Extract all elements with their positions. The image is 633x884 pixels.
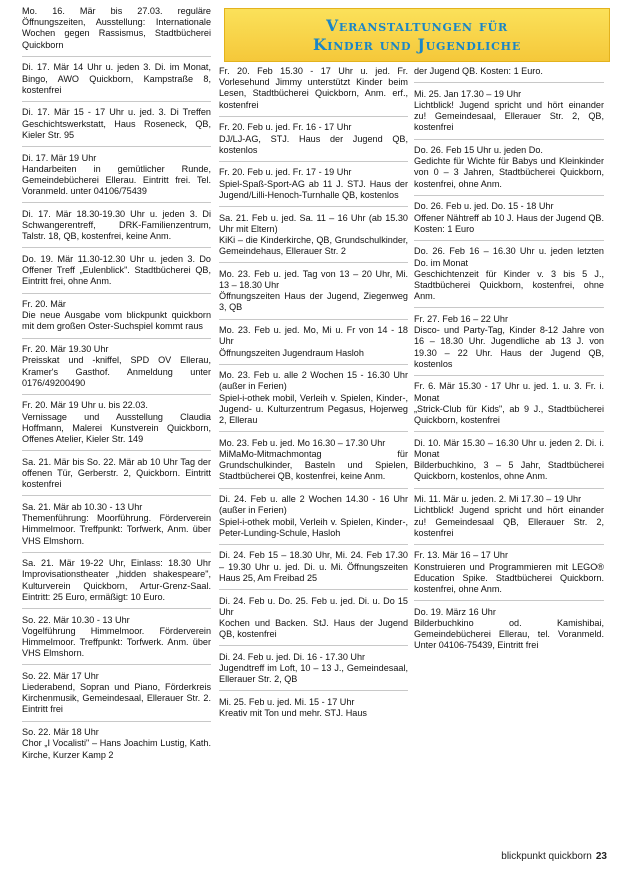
event-heading: Di. 17. Mär 19 Uhr <box>22 152 97 163</box>
event-heading: Fr. 6. Mär 15.30 - 17 Uhr u. jed. 1. u. 3. Fr. i. Monat <box>414 381 604 403</box>
event-entry <box>219 122 408 162</box>
section-title-line1: Veranstaltungen für <box>326 16 508 35</box>
event-details: Öffnungszeiten Jugendraum Hasloh <box>219 347 364 358</box>
event-entry <box>22 299 211 339</box>
event-entry <box>22 457 211 497</box>
event-heading: Do. 26. Feb u. jed. Do. 15 - 18 Uhr <box>414 201 554 212</box>
event-heading: Mi. 25. Feb u. jed. Mi. 15 - 17 Uhr <box>219 696 355 707</box>
event-details: DJ/LJ-AG, STJ. Haus der Jugend QB, kostenlos <box>219 133 408 155</box>
event-entry <box>219 438 408 489</box>
event-entry <box>22 6 211 57</box>
event-heading: Mi. 25. Jan 17.30 – 19 Uhr <box>414 88 522 99</box>
event-entry <box>414 246 604 308</box>
event-column-3 <box>414 66 604 662</box>
event-heading: Di. 17. Mär 14 Uhr u. jeden 3. Di. im Monat, Bingo, AWO Quickborn, Kampstraße 8, kostenfrei <box>22 62 211 95</box>
event-entry <box>22 727 211 766</box>
event-heading: Di. 24. Feb u. alle 2 Wochen 14.30 - 16 Uhr (außer in Ferien) <box>219 494 408 516</box>
event-details: Kochen und Backen. StJ. Haus der Jugend QB, kostenfrei <box>219 617 408 640</box>
event-heading: Di. 24. Feb 15 – 18.30 Uhr, Mi. 24. Feb 17.30 – 19.30 Uhr u. jed. Di. u. Mi. Öffnungszeiten Haus 25, Am Freibad 25 <box>219 550 408 583</box>
event-entry <box>22 344 211 395</box>
event-entry <box>219 494 408 545</box>
event-entry <box>22 615 211 666</box>
page-footer <box>501 851 607 862</box>
event-heading: Sa. 21. Mär bis So. 22. Mär ab 10 Uhr Tag der offenen Tür, Gerberstr. 2, Quickborn. Eintritt kostenfrei <box>22 456 211 490</box>
event-details: Öffnungszeiten Haus der Jugend, Ziegenweg 3, QB <box>219 291 408 313</box>
event-entry <box>22 671 211 722</box>
event-entry <box>219 325 408 365</box>
event-entry <box>414 89 604 140</box>
event-heading: Fr. 20. Mär 19.30 Uhr <box>22 344 109 355</box>
page-number: 23 <box>595 851 607 862</box>
event-entry <box>219 596 408 647</box>
event-details: Kreativ mit Ton und mehr. STJ. Haus <box>219 708 367 719</box>
event-details: Bilderbuchkino, 3 – 5 Jahr, Stadtbücherei Quickborn, kostenlos, ohne Anm. <box>414 460 604 482</box>
section-title-line2: Kinder und Jugendliche <box>312 35 522 54</box>
event-entry <box>22 107 211 147</box>
event-heading: Sa. 21. Mär 19-22 Uhr, Einlass: 18.30 Uhr Improvisationstheater „hidden shakespeare", Kulturverein Quickborn, Artur-Grenz-Saal. Eintritt: 25 Euro, ermäßigt: 10 Euro. <box>22 558 211 602</box>
event-entry <box>22 254 211 294</box>
event-entry <box>414 607 604 657</box>
event-column-1 <box>22 6 211 771</box>
event-heading: Mo. 23. Feb u. jed. Mo 16.30 – 17.30 Uhr <box>219 437 386 448</box>
event-entry <box>22 502 211 553</box>
event-heading: Mo. 23. Feb u. alle 2 Wochen 15 - 16.30 Uhr (außer in Ferien) <box>219 370 408 392</box>
event-heading: So. 22. Mär 10.30 - 13 Uhr <box>22 614 130 625</box>
event-entry <box>219 213 408 264</box>
event-heading: Sa. 21. Mär ab 10.30 - 13 Uhr <box>22 501 143 512</box>
event-heading: Mi. 11. Mär u. jeden. 2. Mi 17.30 – 19 Uhr <box>414 494 582 505</box>
event-entry <box>219 167 408 207</box>
event-details: MiMaMo-Mitmachmontag für Grundschulkinder, Basteln und Spielen, Stadtbücherei QB, kostenfrei, keine Anm. <box>219 448 408 482</box>
event-heading: So. 22. Mär 17 Uhr <box>22 670 99 681</box>
event-entry <box>22 62 211 102</box>
event-entry <box>22 209 211 249</box>
event-heading: Fr. 20. Feb 15.30 - 17 Uhr u. jed. Fr. Vorlesehund Jimmy unterstützt Kinder beim Lesen, Stadtbücherei Quickborn, Anm. erf., kostenfrei <box>219 66 408 110</box>
event-entry <box>219 269 408 320</box>
event-details: Preisskat und -kniffel, SPD OV Ellerau, Kramer's Gasthof. Anmeldung unter 0176/49200490 <box>22 355 211 388</box>
event-details: Offener Nähtreff ab 10 J. Haus der Jugend QB. Kosten: 1 Euro <box>414 212 604 234</box>
event-entry <box>219 550 408 590</box>
event-entry <box>414 381 604 432</box>
event-entry <box>414 494 604 545</box>
event-details: Liederabend, Sopran und Piano, Förderkreis Kirchenmusik, Gemeindesaal, Ellerauer Str. 2. Eintritt frei <box>22 682 211 715</box>
event-heading: Mo. 23. Feb u. jed. Mo, Mi u. Fr von 14 - 18 Uhr <box>219 325 408 347</box>
event-heading: Di. 24. Feb u. Do. 25. Feb u. jed. Di. u. Do 15 Uhr <box>219 595 408 617</box>
event-details: Chor „I Vocalisti" – Hans Joachim Lustig, Kath. Kirche, Kurzer Kamp 2 <box>22 738 211 760</box>
event-entry <box>22 558 211 609</box>
event-entry <box>22 400 211 451</box>
event-column-2 <box>219 66 408 730</box>
event-details: Bilderbuchkino od. Kamishibai, Gemeindebücherei Ellerau, tel. Voranmeld. Unter 04106-75439, Eintritt frei <box>414 617 604 651</box>
event-heading: Di. 10. Mär 15.30 – 16.30 Uhr u. jeden 2. Di. i. Monat <box>414 437 604 459</box>
event-heading: Mo. 23. Feb u. jed. Tag von 13 – 20 Uhr, Mi. 13 – 18.30 Uhr <box>219 268 408 291</box>
event-details: Jugendtreff im Loft, 10 – 13 J., Gemeindesaal, Ellerauer Str. 2, QB <box>219 663 408 685</box>
event-heading: Di. 17. Mär 18.30-19.30 Uhr u. jeden 3. Di Schwangerentreff, DRK-Familienzentrum, Talstr. 18, QB, kostenfrei, keine Anm. <box>22 208 211 242</box>
event-details: Disco- und Party-Tag, Kinder 8-12 Jahre von 16 – 18.30 Uhr. Jugendliche ab 13 J. von 19.30 – 22 Uhr. Haus der Jugend QB, kostenlos <box>414 325 604 369</box>
event-details: Geschichtenzeit für Kinder v. 3 bis 5 J., Stadtbücherei Quickborn, kostenfrei, ohne Anm. <box>414 268 604 302</box>
event-details: Spiel-i-othek mobil, Verleih v. Spielen, Kinder-, Jugend- u. Kulturzentrum Pegasus, Hojerweg 2, Ellerau <box>219 392 408 426</box>
event-entry <box>414 145 604 196</box>
event-heading: Di. 24. Feb u. jed. Di. 16 - 17.30 Uhr <box>219 651 366 662</box>
event-details: Die neue Ausgabe vom blickpunkt quickborn mit dem großen Oster-Suchspiel kommt raus <box>22 310 211 332</box>
event-details: KiKi – die Kinderkirche, QB, Grundschulkinder, Gemeindehaus, Ellerauer Str. 2 <box>219 234 408 257</box>
event-entry <box>414 438 604 489</box>
event-heading: Do. 19. Mär 11.30-12.30 Uhr u. jeden 3. Do Offener Treff „Eulenblick". Stadtbücherei QB, Eintritt frei, ohne Anm. <box>22 253 211 287</box>
event-heading: Fr. 13. Mär 16 – 17 Uhr <box>414 550 509 561</box>
event-entry <box>219 652 408 692</box>
event-heading: Fr. 20. Mär <box>22 299 66 310</box>
event-heading: Di. 17. Mär 15 - 17 Uhr u. jed. 3. Di Treffen Geschichtswerkstatt, Haus Roseneck, QB, Kieler Str. 95 <box>22 107 211 140</box>
event-heading: Fr. 27. Feb 16 – 22 Uhr <box>414 313 509 324</box>
event-details: Themenführung: Moorführung. Förderverein Himmelmoor. Treffpunkt: Torfwerk, Anm. über VHS Elmshorn. <box>22 513 211 546</box>
event-entry <box>219 370 408 432</box>
event-heading: Do. 26. Feb 16 – 16.30 Uhr u. jeden letzten Do. im Monat <box>414 246 604 268</box>
event-heading: Do. 19. März 16 Uhr <box>414 606 496 617</box>
event-entry <box>219 66 408 117</box>
event-heading: Fr. 20. Feb u. jed. Fr. 17 - 19 Uhr <box>219 167 352 178</box>
event-details: „Strick-Club für Kids", ab 9 J., Stadtbücherei Quickborn, kostenfrei <box>414 403 604 426</box>
event-details: Gedichte für Wichte für Babys und Kleinkinder von 0 – 3 Jahren, Stadtbücherei Quickborn, kostenfrei, ohne Anm. <box>414 156 604 189</box>
event-entry <box>414 66 604 83</box>
event-entry <box>219 697 408 724</box>
event-details: Vogelführung Himmelmoor. Förderverein Himmelmoor. Treffpunkt: Torfwerk. Anm. über VHS Elmshorn. <box>22 625 211 659</box>
event-heading: Do. 26. Feb 15 Uhr u. jeden Do. <box>414 145 543 156</box>
event-details: Spiel-Spaß-Sport-AG ab 11 J. STJ. Haus der Jugend/Lilli-Henoch-Turnhalle QB, kostenlos <box>219 178 408 200</box>
event-details: Lichtblick! Jugend spricht und hört einander zu! Gemeindesaal, Ellerauer Str. 2, QB, kostenfrei <box>414 99 604 133</box>
event-entry <box>22 153 211 204</box>
event-heading: Fr. 20. Feb u. jed. Fr. 16 - 17 Uhr <box>219 122 352 133</box>
event-heading: Fr. 20. Mär 19 Uhr u. bis 22.03. <box>22 400 148 411</box>
section-header <box>224 8 610 62</box>
event-details: Handarbeiten in gemütlicher Runde, Gemeindebücherei Ellerau. Eintritt frei. Tel. Voranmeld. unter 04106/75439 <box>22 163 211 197</box>
publication-name: blickpunkt quickborn <box>501 851 592 862</box>
event-entry <box>414 201 604 241</box>
event-heading: So. 22. Mär 18 Uhr <box>22 727 99 738</box>
event-details: Vernissage und Ausstellung Claudia Hoffmann, Malerei Kunstverein Quickborn, Offenes Atelier, Kieler Str. 149 <box>22 411 211 445</box>
event-details: Spiel-i-othek mobil, Verleih v. Spielen, Kinder-, Peter-Lunding-Schule, Hasloh <box>219 516 408 538</box>
event-heading: Sa. 21. Feb u. jed. Sa. 11 – 16 Uhr (ab 15.30 Uhr mit Eltern) <box>219 212 408 234</box>
event-heading: der Jugend QB. Kosten: 1 Euro. <box>414 66 543 76</box>
event-heading: Mo. 16. Mär bis 27.03. reguläre Öffnungszeiten, Ausstellung: Internationale Wochen gegen Rassismus, Stadtbücherei Quickborn <box>22 6 211 50</box>
event-entry <box>414 550 604 601</box>
event-entry <box>414 314 604 376</box>
event-details: Lichtblick! Jugend spricht und hört einander zu! Gemeindesaal QB, Ellerauer Str. 2, kostenfrei <box>414 505 604 538</box>
event-details: Konstruieren und Programmieren mit LEGO® Education Spike. Stadtbücherei Quickborn. kostenfrei, ohne Anm. <box>414 561 604 595</box>
